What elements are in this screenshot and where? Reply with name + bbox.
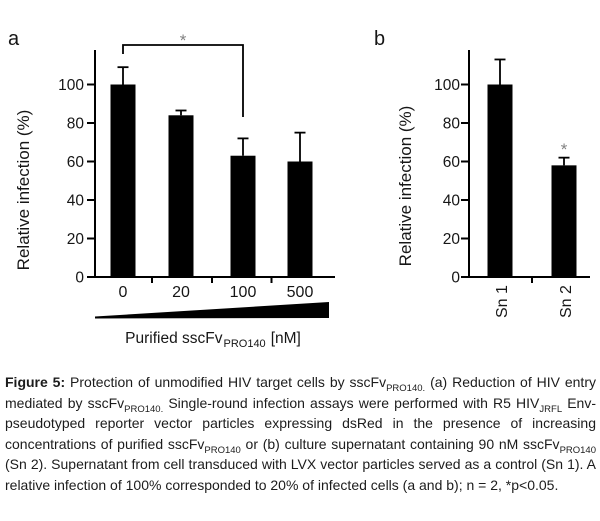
y-tick-label: 40 [442, 192, 460, 210]
x-category-label: 0 [118, 284, 128, 301]
y-tick-label: 20 [442, 231, 460, 248]
y-axis-label: Relative infection (%) [14, 109, 33, 271]
caption-subscript: PRO140 [204, 444, 241, 456]
x-category-label: Sn 1 [494, 285, 511, 318]
caption-subscript: PRO140. [124, 403, 164, 415]
caption-subscript: PRO140 [559, 444, 596, 456]
bar-sn-1 [488, 85, 513, 278]
y-tick-label: 100 [58, 77, 84, 94]
caption-subscript: JRFL [539, 403, 563, 415]
y-tick-label: 60 [66, 154, 84, 171]
caption-text: or (b) culture supernatant containing 90 nM sscFv [240, 435, 560, 452]
y-tick-label: 60 [442, 154, 460, 171]
bar-0 [111, 85, 136, 278]
x-axis-label: Purified sscFv$_{PRO140}$ [nM] [125, 330, 301, 350]
figure-caption [5, 372, 596, 496]
bar-500 [288, 162, 313, 278]
x-category-label: Sn 2 [558, 285, 575, 318]
caption-bold-lead: Figure 5: [5, 374, 66, 390]
caption-text: Env-pseudotyped reporter vector particles expressing dsRed in the presence of increasing concentrations of purified sscFv [5, 394, 596, 452]
y-tick-label: 100 [434, 77, 460, 94]
panel-label: b [374, 28, 386, 50]
panel-label: a [8, 28, 20, 50]
y-tick-label: 80 [66, 115, 84, 133]
x-category-label: 500 [286, 284, 314, 301]
y-axis-label: Relative infection (%) [396, 105, 415, 267]
y-tick-label: 0 [451, 269, 460, 287]
y-tick-label: 40 [66, 192, 84, 210]
caption-text: (Sn 2). Supernatant from cell transduced with LVX vector particles served as a control (Sn 1). A relative infection of 100% corresponded to 20% of infected cells (a and b); n = 2, *p<0.05. [5, 456, 596, 493]
bar-100 [231, 156, 256, 277]
significance-bracket [123, 45, 243, 117]
concentration-gradient-wedge [95, 302, 329, 319]
significance-asterisk: * [179, 31, 187, 50]
x-category-label: 20 [172, 284, 190, 301]
caption-text: Single-round infection assays were performed with R5 HIV [163, 394, 540, 411]
x-category-label: 100 [229, 284, 257, 301]
bar-20 [169, 115, 194, 277]
bar-sn-2 [552, 165, 577, 277]
y-tick-label: 80 [442, 115, 460, 133]
y-tick-label: 0 [75, 269, 84, 287]
caption-text: (a) Reduction of HIV entry mediated by sscFv [5, 374, 596, 411]
significance-asterisk: * [560, 140, 568, 159]
caption-subscript: PRO140. [386, 382, 426, 394]
y-tick-label: 20 [66, 231, 84, 248]
caption-text: Protection of unmodified HIV target cells by sscFv [65, 374, 387, 390]
